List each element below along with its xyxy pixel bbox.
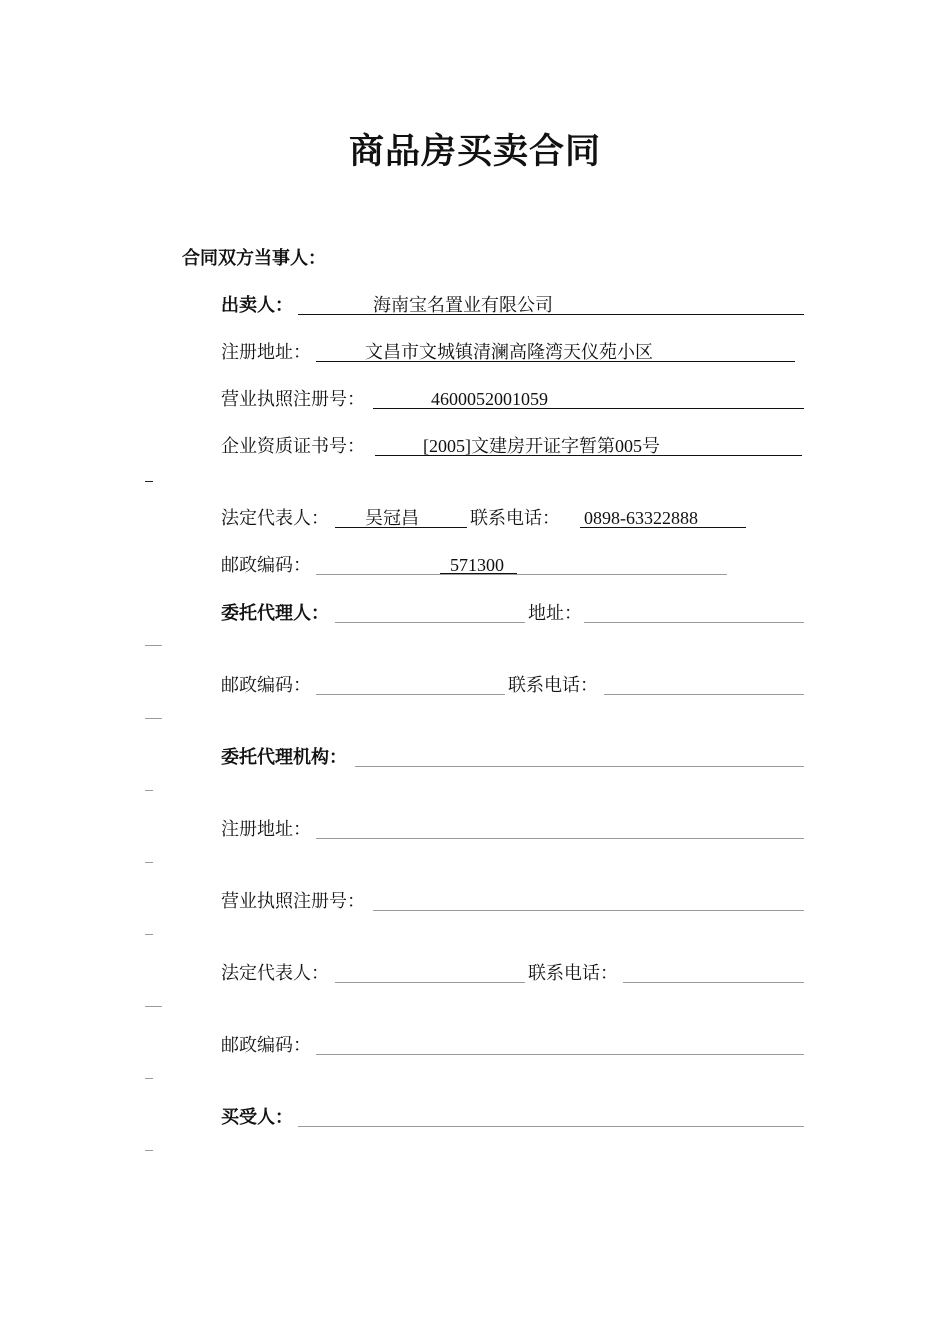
agency-address-label: 注册地址： <box>221 819 311 839</box>
agency-license-field <box>373 892 804 911</box>
seller-postcode: 571300 <box>440 556 517 574</box>
seller-qualification-label: 企业资质证书号： <box>221 436 365 456</box>
agency-postcode-label: 邮政编码： <box>221 1035 311 1055</box>
seller-qualification: [2005]文建房开证字暂第005号 <box>423 436 660 456</box>
agency-legal-rep-field <box>335 964 525 983</box>
seller-legal-rep-field <box>335 509 467 528</box>
seller-label: 出卖人： <box>221 295 293 315</box>
seller-phone: 0898-63322888 <box>584 508 698 528</box>
contract-title: 商品房买卖合同 <box>348 132 601 171</box>
seller-legal-rep-label: 法定代表人： <box>221 508 329 528</box>
line-continuation-mark <box>145 481 153 482</box>
line-continuation-mark <box>145 934 153 935</box>
seller-address-field <box>316 343 795 362</box>
agent-postcode-field <box>316 676 505 695</box>
agency-postcode-field <box>316 1036 804 1055</box>
seller-name: 海南宝名置业有限公司 <box>373 295 553 315</box>
line-continuation-mark <box>145 645 162 646</box>
seller-license: 4600052001059 <box>431 389 548 409</box>
buyer-label: 买受人： <box>221 1107 293 1127</box>
seller-qualification-field <box>375 437 802 456</box>
agency-phone-field <box>623 964 804 983</box>
line-continuation-mark <box>145 1150 153 1151</box>
agent-address-field <box>584 604 804 623</box>
seller-address-label: 注册地址： <box>221 342 311 362</box>
seller-address: 文昌市文城镇清澜高隆湾天仪苑小区 <box>365 342 653 362</box>
line-continuation-mark <box>145 862 153 863</box>
seller-license-field <box>373 390 804 409</box>
seller-phone-label: 联系电话： <box>470 508 560 528</box>
seller-legal-rep: 吴冠昌 <box>365 508 419 528</box>
agent-phone-label: 联系电话： <box>508 675 598 695</box>
agent-address-label: 地址： <box>528 603 582 623</box>
parties-heading: 合同双方当事人： <box>182 248 326 268</box>
agent-label: 委托代理人： <box>221 603 329 623</box>
buyer-name-field <box>298 1108 804 1127</box>
agency-legal-rep-label: 法定代表人： <box>221 963 329 983</box>
agency-name-field <box>355 748 804 767</box>
agency-address-field <box>316 820 804 839</box>
seller-name-field <box>298 296 804 315</box>
line-continuation-mark <box>145 1078 153 1079</box>
agency-label: 委托代理机构： <box>221 747 347 767</box>
line-continuation-mark <box>145 1006 162 1007</box>
seller-phone-field <box>580 509 746 528</box>
line-continuation-mark <box>145 790 153 791</box>
line-continuation-mark <box>145 718 162 719</box>
agent-phone-field <box>604 676 804 695</box>
seller-postcode-label: 邮政编码： <box>221 555 311 575</box>
agent-postcode-label: 邮政编码： <box>221 675 311 695</box>
agency-phone-label: 联系电话： <box>528 963 618 983</box>
agent-name-field <box>335 604 525 623</box>
seller-license-label: 营业执照注册号： <box>221 389 365 409</box>
seller-postcode-field <box>316 556 727 575</box>
agency-license-label: 营业执照注册号： <box>221 891 365 911</box>
